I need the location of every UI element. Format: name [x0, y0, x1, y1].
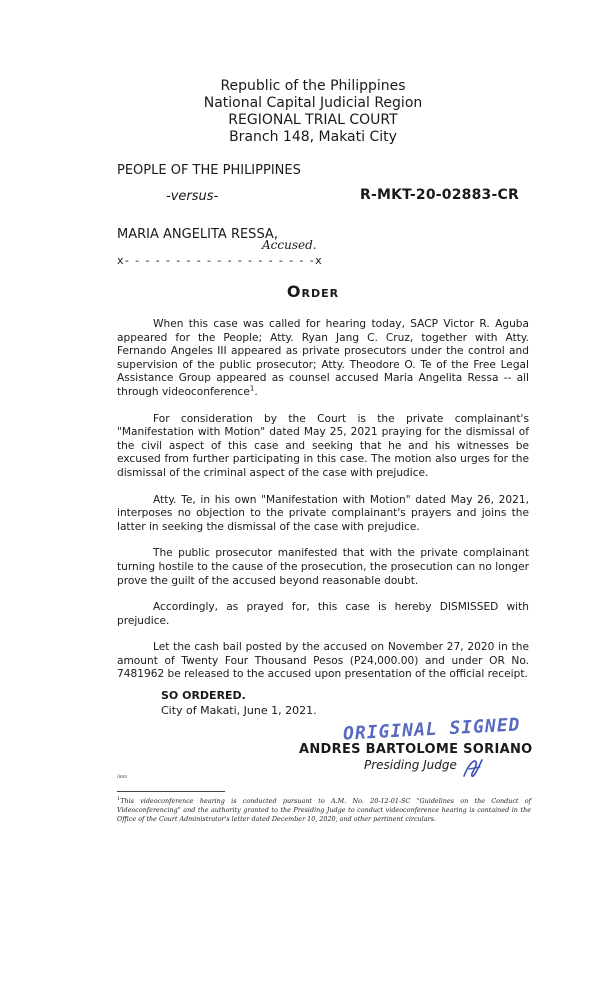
accused-label: Accused. — [262, 238, 317, 252]
paragraph-hearing — [117, 318, 529, 400]
header-court: REGIONAL TRIAL COURT — [228, 112, 398, 128]
header-region: National Capital Judicial Region — [203, 95, 423, 111]
footnote-ref: 1 — [249, 384, 255, 393]
order-body — [117, 318, 529, 695]
city-date: City of Makati, June 1, 2021. — [161, 704, 317, 717]
accused-name: MARIA ANGELITA RESSA, — [117, 227, 278, 242]
original-signed-stamp: ORIGINAL SIGNED — [342, 714, 521, 745]
caption-divider: x- - - - - - - - - - - - - - - - - - -x — [117, 254, 323, 267]
versus-label: -versus- — [166, 189, 219, 204]
paragraph-hearing-text: When this case was called for hearing today, SACP Victor R. Aguba appeared for the People; Atty. Ryan Jang C. Cruz, together with Atty. Fernando Angeles III appeared as private prosecutors under the control and supervision of the public prosecutor; Atty. Theodore O. Te of the Free Legal Assistance Group appeared as counsel accused Maria Angelita Ressa -- all through videoconference — [117, 318, 529, 398]
header-republic: Republic of the Philippines — [220, 78, 406, 94]
footnote-text: This videoconference hearing is conducted pursuant to A.M. No. 20-12-01-SC "Guidelines on the Conduct of Videoconferencing" and the authority granted to the Presiding Judge to conduct videoconference hearing is contained in the Office of the Court Administrator's letter dated December 10, 2020, and other pertinent circulars. — [117, 797, 531, 824]
paragraph-dismissal: Accordingly, as prayed for, this case is hereby DISMISSED with prejudice. — [117, 601, 529, 627]
document-title: Order — [286, 282, 340, 301]
typist-initials: /ass — [117, 774, 127, 780]
footnote-divider — [117, 791, 225, 792]
signature-mark-icon — [460, 756, 486, 780]
judge-name: ANDRES BARTOLOME SORIANO — [299, 742, 533, 757]
footnote — [117, 795, 531, 824]
judge-title: Presiding Judge — [364, 758, 457, 772]
paragraph-manifestation: Atty. Te, in his own "Manifestation with Motion" dated May 26, 2021, interposes no objection to the private complainant's prayers and joins the latter in seeking the dismissal of the case with prejudice. — [117, 493, 529, 533]
plaintiff-name: PEOPLE OF THE PHILIPPINES — [117, 163, 301, 178]
court-header — [0, 78, 600, 146]
paragraph-bail: Let the cash bail posted by the accused on November 27, 2020 in the amount of Twenty Four Thousand Pesos (P24,000.00) and under OR No. 7481962 be released to the accused upon presentation of the official receipt. — [117, 641, 529, 681]
so-ordered: SO ORDERED. — [161, 689, 246, 702]
paragraph-prosecutor: The public prosecutor manifested that with the private complainant turning hostile to the cause of the prosecution, the prosecution can no longer prove the guilt of the accused beyond reasonable doubt. — [117, 547, 529, 587]
header-branch: Branch 148, Makati City — [229, 129, 397, 145]
paragraph-consideration: For consideration by the Court is the private complainant's "Manifestation with Motion" dated May 25, 2021 praying for the dismissal of the civil aspect of this case and seeking that he and his witnesses be excused from further participating in this case. The motion also urges for the dismissal of the criminal aspect of the case with prejudice. — [117, 412, 529, 479]
case-number: R-MKT-20-02883-CR — [360, 187, 519, 203]
paragraph-hearing-end: . — [254, 385, 258, 398]
footnote-number: 1 — [117, 796, 121, 802]
